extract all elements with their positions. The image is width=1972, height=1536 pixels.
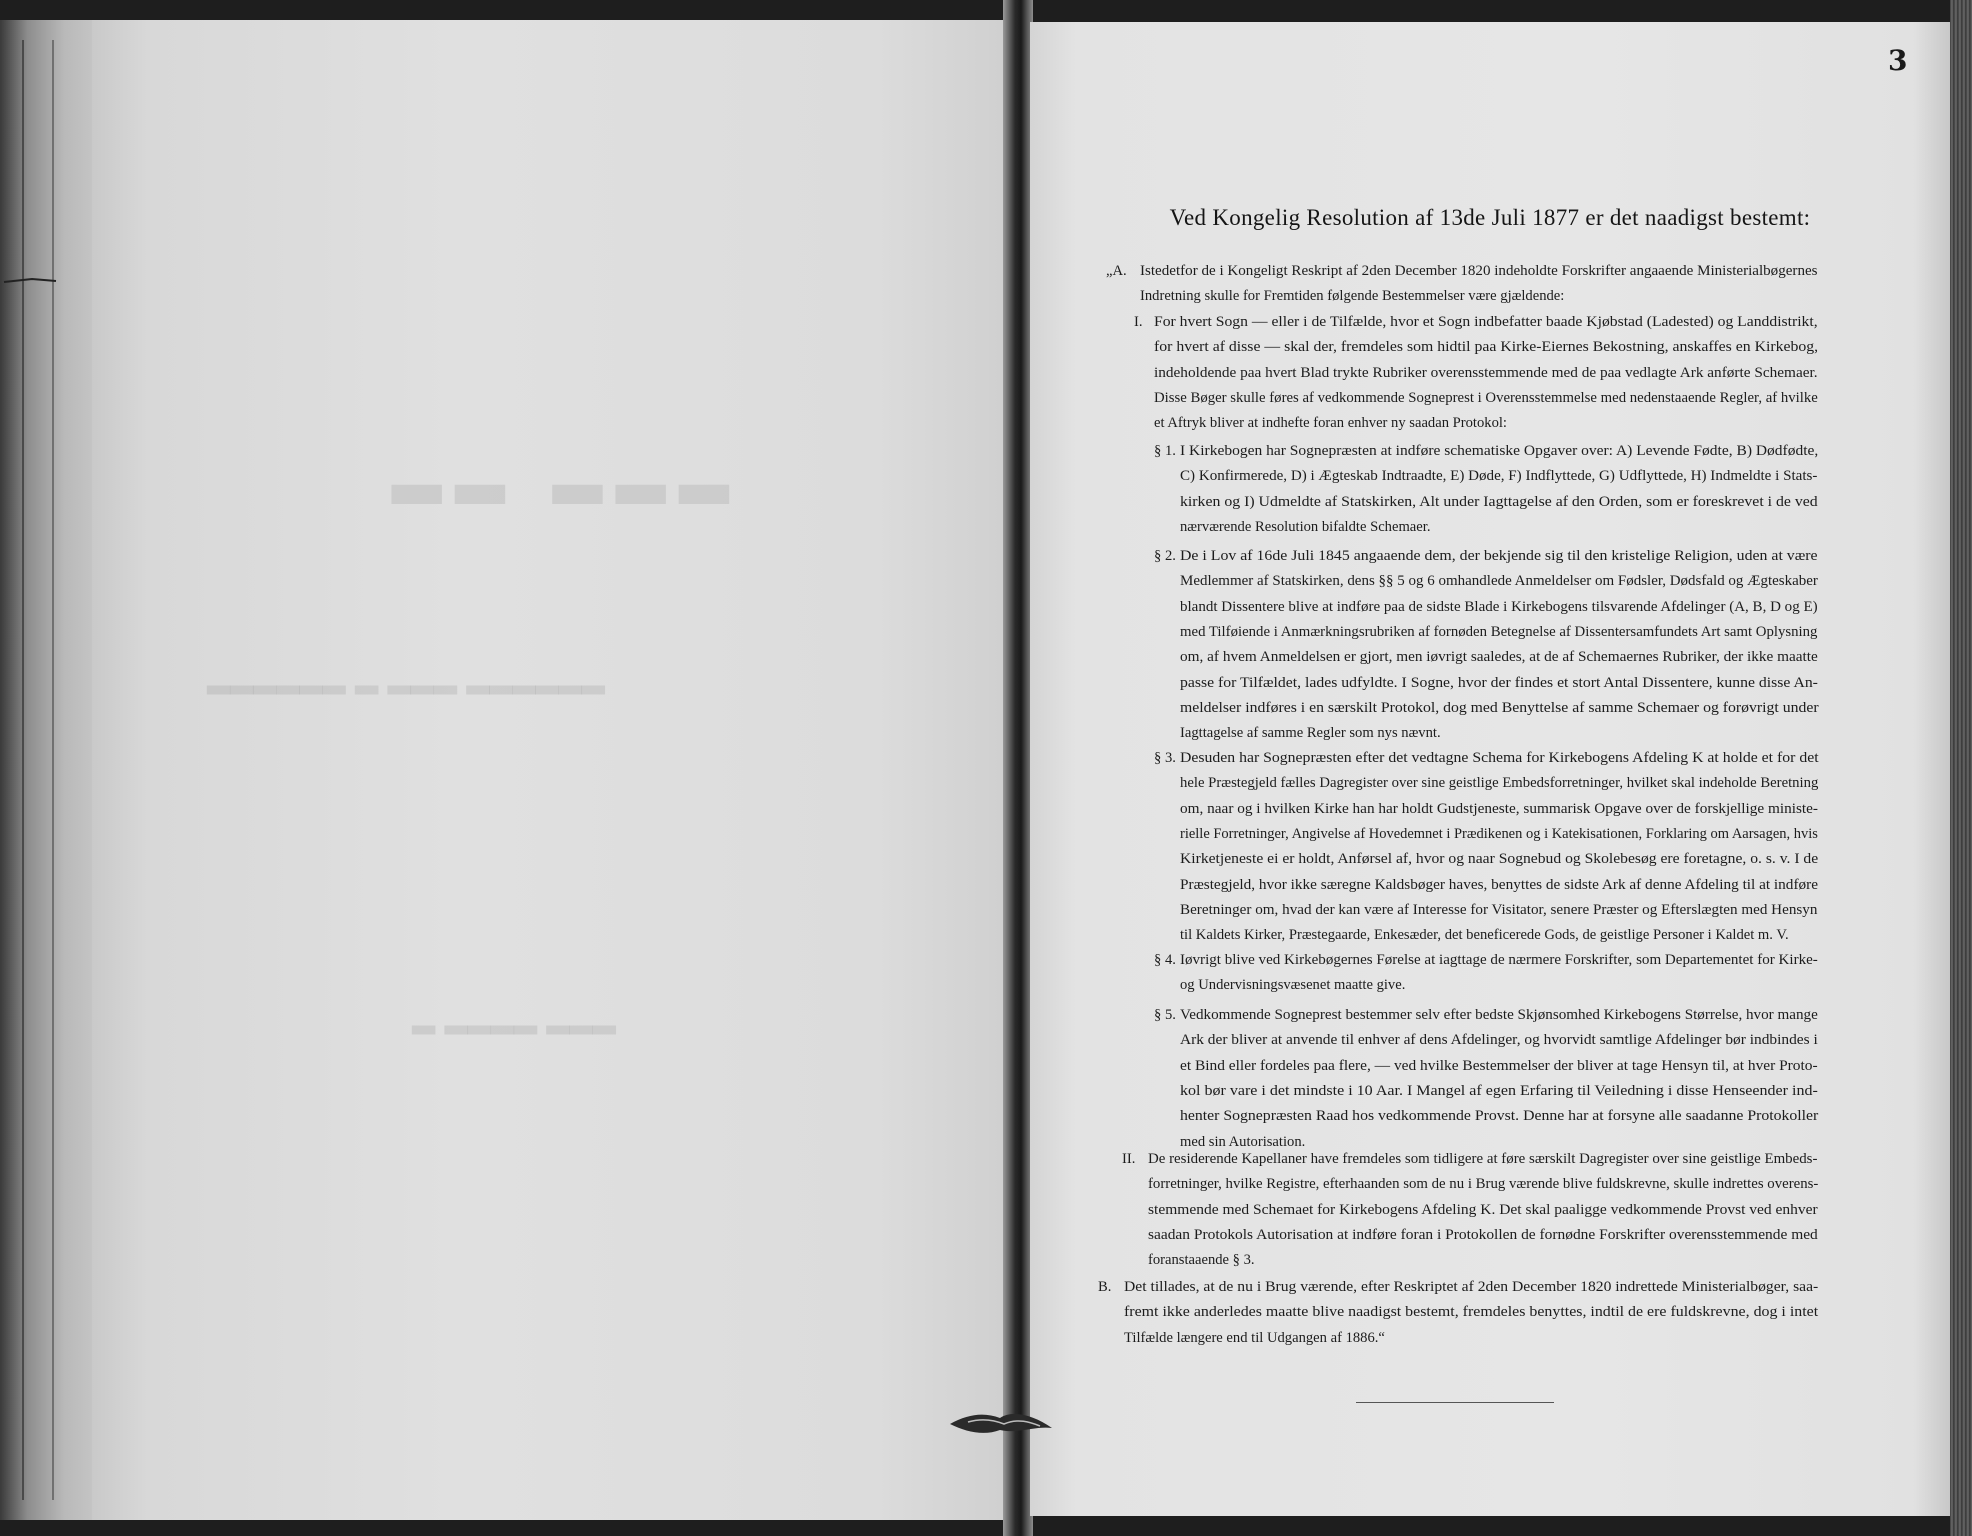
page-edge-line (52, 40, 54, 1500)
text-line: I Kirkebogen har Sognepræsten at indføre schematiske Opgaver over: A) Levende Fødte, B) Dødfødte, (1180, 443, 1819, 459)
text-line: med sin Autorisation. (1180, 1133, 1306, 1150)
section-marker: § 4. (1154, 952, 1176, 968)
text-line: Iagttagelse af samme Regler som nys nævnt. (1180, 725, 1441, 742)
text-line: indeholdende paa hvert Blad trykte Rubriker overensstemmende med de paa vedlagte Ark anførte Schemaer. (1154, 364, 1818, 381)
text-line: kirken og I) Udmeldte af Statskirken, Alt under Iagttagelse af den Orden, som er foreskrevet i de ved (1180, 493, 1818, 510)
text-line: et Aftryk bliver at indhefte foran enhver ny saadan Protokol: (1154, 415, 1507, 432)
text-line: forretninger, hvilke Registre, efterhaanden som de nu i Brug værende blive fuldskrevne, skulle indrettes overens- (1148, 1176, 1819, 1193)
right-page-edge (1950, 0, 1972, 1536)
text-line: Det tillades, at de nu i Brug værende, efter Reskriptet af 2den December 1820 indrettede Ministerialbøger, saa- (1124, 1279, 1819, 1295)
text-line: Desuden har Sognepræsten efter det vedtagne Schema for Kirkebogens Afdeling K at holde et for det (1180, 750, 1819, 766)
binding-ornament (948, 1404, 1054, 1440)
show-through-mark: ▂▂ ▂▂▂ (392, 430, 743, 504)
page-edge-line (22, 40, 24, 1500)
page-number: 3 (1888, 44, 1908, 77)
show-through-mark: ▂▂▂▂▂▂ ▂ ▂▂▂ ▂▂▂▂▂▂ (207, 660, 605, 695)
text-line: henter Sognepræsten Raad hos vedkommende Provst. Denne har at forsyne alle saadanne Protokoller (1180, 1108, 1819, 1125)
text-line: med Tilføiende i Anmærkningsrubriken af fornøden Betegnelse af Dissentersamfundets Art samt Oplysning (1180, 623, 1818, 640)
left-page-edge (0, 20, 92, 1520)
section-marker: § 1. (1154, 443, 1176, 459)
show-through-mark: ▂ ▂▂▂▂ ▂▂▂ (412, 1000, 616, 1035)
text-line: til Kaldets Kirker, Præstegaarde, Enkesæder, det beneficerede Gods, de geistlige Personer i Kaldet m. V. (1180, 927, 1789, 944)
section-marker: § 3. (1154, 750, 1176, 766)
text-line: For hvert Sogn — eller i de Tilfælde, hvor et Sogn indbefatter baade Kjøbstad (Ladested) og Landdistrikt, (1154, 314, 1818, 330)
text-line: for hvert af disse — skal der, fremdeles som hidtil paa Kirke-Eiernes Bekostning, anskaffes en Kirkebog, (1154, 339, 1819, 356)
text-line: saadan Protokols Autorisation at indføre foran i Protokollen de fornødne Forskrifter overensstemmende med (1148, 1226, 1818, 1243)
text-line: De residerende Kapellaner have fremdeles som tidligere at føre særskilt Dagregister over sine geistlige Embeds- (1148, 1151, 1818, 1167)
section-marker: I. (1134, 314, 1143, 330)
text-line: blandt Dissentere blive at indføre paa de sidste Blade i Kirkebogens tilsvarende Afdelinger (A, B, D og E) (1180, 598, 1818, 615)
text-line: Medlemmer af Statskirken, dens §§ 5 og 6 omhandlede Anmeldelser om Fødsler, Dødsfald og Ægteskaber (1180, 573, 1818, 590)
text-line: kol bør vare i det mindste i 10 Aar. I Mangel af egen Erfaring til Veiledning i disse Henseender ind- (1180, 1082, 1818, 1099)
text-line: Præstegjeld, hvor ikke særegne Kaldsbøger haves, benyttes de sidste Ark af denne Afdeling til at indføre (1180, 876, 1819, 893)
book-gutter (1003, 0, 1033, 1536)
text-line: Beretninger om, hvad der kan være af Interesse for Visitator, senere Præster og Efterslægten med Hensyn (1180, 901, 1818, 918)
text-line: Tilfælde længere end til Udgangen af 1886.“ (1124, 1329, 1385, 1346)
text-line: om, af hvem Anmeldelsen er gjort, men iøvrigt saaledes, at de af Schemaernes Rubriker, der ikke maatte (1180, 649, 1818, 666)
text-line: De i Lov af 16de Juli 1845 angaaende dem, der bekjende sig til den kristelige Religion, uden at være (1180, 548, 1818, 564)
text-line: foranstaaende § 3. (1148, 1252, 1255, 1269)
text-line: og Undervisningsvæsenet maatte give. (1180, 977, 1406, 994)
text-line: Indretning skulle for Fremtiden følgende Bestemmelser være gjældende: (1140, 288, 1565, 305)
text-line: passe for Tilfældet, lades udfyldte. I Sogne, hvor der findes et stort Antal Dissentere, kunne disse An- (1180, 674, 1818, 691)
text-line: et Bind eller fordeles paa flere, — ved hvilke Bestemmelser der bliver at tage Hensyn til, at hver Proto- (1180, 1057, 1818, 1074)
section-marker: B. (1098, 1279, 1112, 1295)
text-line: fremt ikke anderledes maatte blive naadigst bestemt, fremdeles benyttes, indtil de ere fuldskrevne, dog i intet (1124, 1304, 1819, 1321)
text-line: om, naar og i hvilken Kirke han har holdt Gudstjeneste, summarisk Opgave over de forskjellige ministe- (1180, 800, 1819, 817)
section-marker: § 2. (1154, 548, 1176, 564)
text-line: Vedkommende Sogneprest bestemmer selv efter bedste Skjønsomhed Kirkebogens Størrelse, hvor mange (1180, 1007, 1818, 1023)
section-marker: § 5. (1154, 1007, 1176, 1023)
page-heading: Ved Kongelig Resolution af 13de Juli 1877 er det naadigst bestemt: (1169, 205, 1811, 230)
closing-rule (1356, 1402, 1554, 1403)
text-line: rielle Forretninger, Angivelse af Hovedemnet i Prædikenen og i Katekisationen, Forklaring om Aarsagen, hvis (1180, 825, 1818, 842)
text-line: stemmende med Schemaet for Kirkebogens Afdeling K. Det skal paaligge vedkommende Provst ved enhver (1148, 1201, 1818, 1218)
text-line: Kirketjeneste ei er holdt, Anførsel af, hvor og naar Sognebud og Skolebesøg ere foretagne, o. s. v. I de (1180, 851, 1819, 868)
margin-mark (0, 270, 60, 290)
text-line: Disse Bøger skulle føres af vedkommende Sogneprest i Overensstemmelse med nedenstaaende Regler, af hvilke (1154, 389, 1818, 406)
text-line: hele Præstegjeld fælles Dagregister over sine geistlige Embedsforretninger, hvilket skal indeholde Beretning (1180, 775, 1819, 792)
text-line: Iøvrigt blive ved Kirkebøgernes Førelse at iagttage de nærmere Forskrifter, som Departementet for Kirke- (1180, 952, 1818, 968)
section-marker: II. (1122, 1151, 1136, 1167)
text-line: C) Konfirmerede, D) i Ægteskab Indtraadte, E) Døde, F) Indflyttede, G) Udflyttede, H) Indmeldte i Stats- (1180, 468, 1818, 485)
text-line: nærværende Resolution bifaldte Schemaer. (1180, 518, 1431, 535)
text-line: Istedetfor de i Kongeligt Reskript af 2den December 1820 indeholdte Forskrifter angaaende Ministerialbøgernes (1140, 263, 1818, 279)
text-line: Ark der bliver at anvende til enhver af dens Afdelinger, og hvorvidt samtlige Afdelinger bør indbindes i (1180, 1032, 1818, 1049)
text-line: meldelser indføres i en særskilt Protokol, dog med Benyttelse af samme Schemaer og forøvrigt under (1180, 699, 1819, 716)
section-marker: „A. (1106, 263, 1127, 279)
left-page-blank (92, 20, 1014, 1520)
